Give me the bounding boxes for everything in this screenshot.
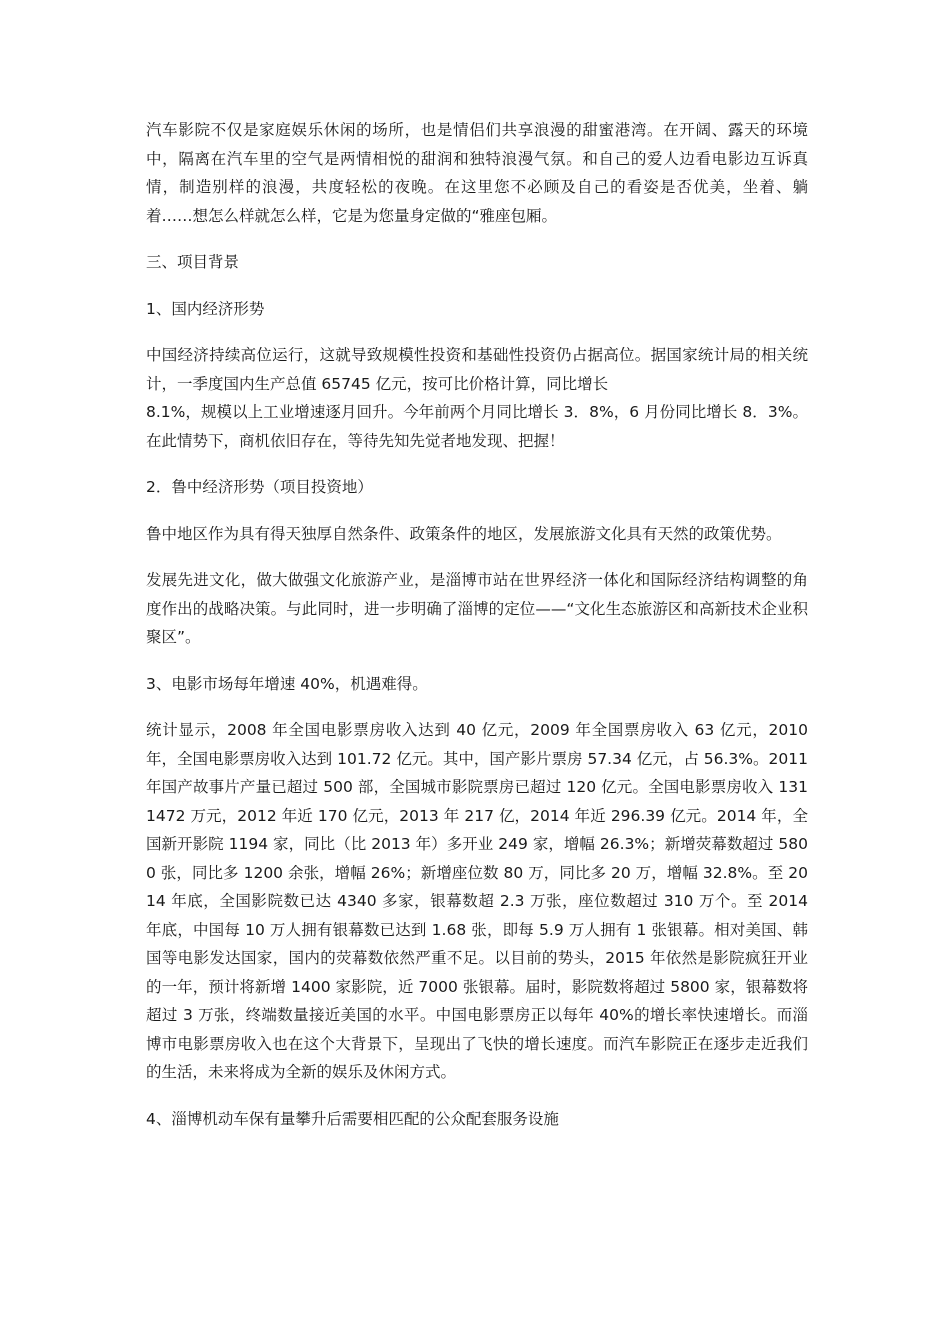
paragraph-domestic-economy: 中国经济持续高位运行，这就导致规模性投资和基础性投资仍占据高位。据国家统计局的相关统计，一季度国内生产总值 65745 亿元，按可比价格计算，同比增长 8.1%，规模以上工业增速逐月回升。今年前两个月同比增长 3．8%，6 月份同比增长 8．3%。在此情势下，商机依旧存在，等待先知先觉者地发现、把握！: [146, 346, 808, 450]
paragraph-drive-in-romance: 汽车影院不仅是家庭娱乐休闲的场所，也是情侣们共享浪漫的甜蜜港湾。在开阔、露天的环境中，隔离在汽车里的空气是两情相悦的甜润和独特浪漫气氛。和自己的爱人边看电影边互诉真情，制造别样的浪漫，共度轻松的夜晚。在这里您不必顾及自己的看姿是否优美，坐着、躺着……想怎么样就怎么样，它是为您量身定做的“雅座包厢。: [146, 121, 808, 225]
subheading-film-market-growth: 3、电影市场每年增速 40%，机遇难得。: [146, 674, 428, 693]
document-page: [146, 116, 808, 1151]
paragraph-zibo-positioning: 发展先进文化，做大做强文化旅游产业，是淄博市站在世界经济一体化和国际经济结构调整的角度作出的战略决策。与此同时，进一步明确了淄博的定位——“文化生态旅游区和高新技术企业积聚区”。: [146, 571, 808, 646]
subheading-zibo-vehicles: 4、淄博机动车保有量攀升后需要相匹配的公众配套服务设施: [146, 1109, 559, 1128]
subheading-domestic-economy: 1、国内经济形势: [146, 299, 265, 318]
paragraph-box-office-statistics: 统计显示，2008 年全国电影票房收入达到 40 亿元，2009 年全国票房收入 63 亿元，2010 年，全国电影票房收入达到 101.72 亿元。其中，国产影片票房 57.34 亿元，占 56.3%。2011 年国产故事片产量已超过 500 部，全国城市影院票房已超过 120 亿元。全国电影票房收入 1311472 万元，2012 年近 170 亿元，2013 年 217 亿，2014 年近 296.39 亿元。2014 年，全国新开影院 1194 家，同比（比 2013 年）多开业 249 家，增幅 26.3%；新增荧幕数超过 5800 张，同比多 1200 余张，增幅 26%；新增座位数 80 万，同比多 20 万，增幅 32.8%。至 2014 年底，全国影院数已达 4340 多家，银幕数超 2.3 万张，座位数超过 310 万个。至 2014 年底，中国每 10 万人拥有银幕数已达到 1.68 张，即每 5.9 万人拥有 1 张银幕。相对美国、韩国等电影发达国家，国内的荧幕数依然严重不足。以目前的势头，2015 年依然是影院疯狂开业的一年，预计将新增 1400 家影院，近 7000 张银幕。届时，影院数将超过 5800 家，银幕数将超过 3 万张，终端数量接近美国的水平。中国电影票房正以每年 40%的增长率快速增长。而淄博市电影票房收入也在这个大背景下，呈现出了飞快的增长速度。而汽车影院正在逐步走近我们的生活，未来将成为全新的娱乐及休闲方式。: [146, 721, 808, 1081]
paragraph-luzhong-advantage: 鲁中地区作为具有得天独厚自然条件、政策条件的地区，发展旅游文化具有天然的政策优势。: [146, 524, 782, 543]
subheading-luzhong-economy: 2．鲁中经济形势（项目投资地）: [146, 478, 373, 496]
section-heading-project-background: 三、项目背景: [146, 253, 240, 271]
